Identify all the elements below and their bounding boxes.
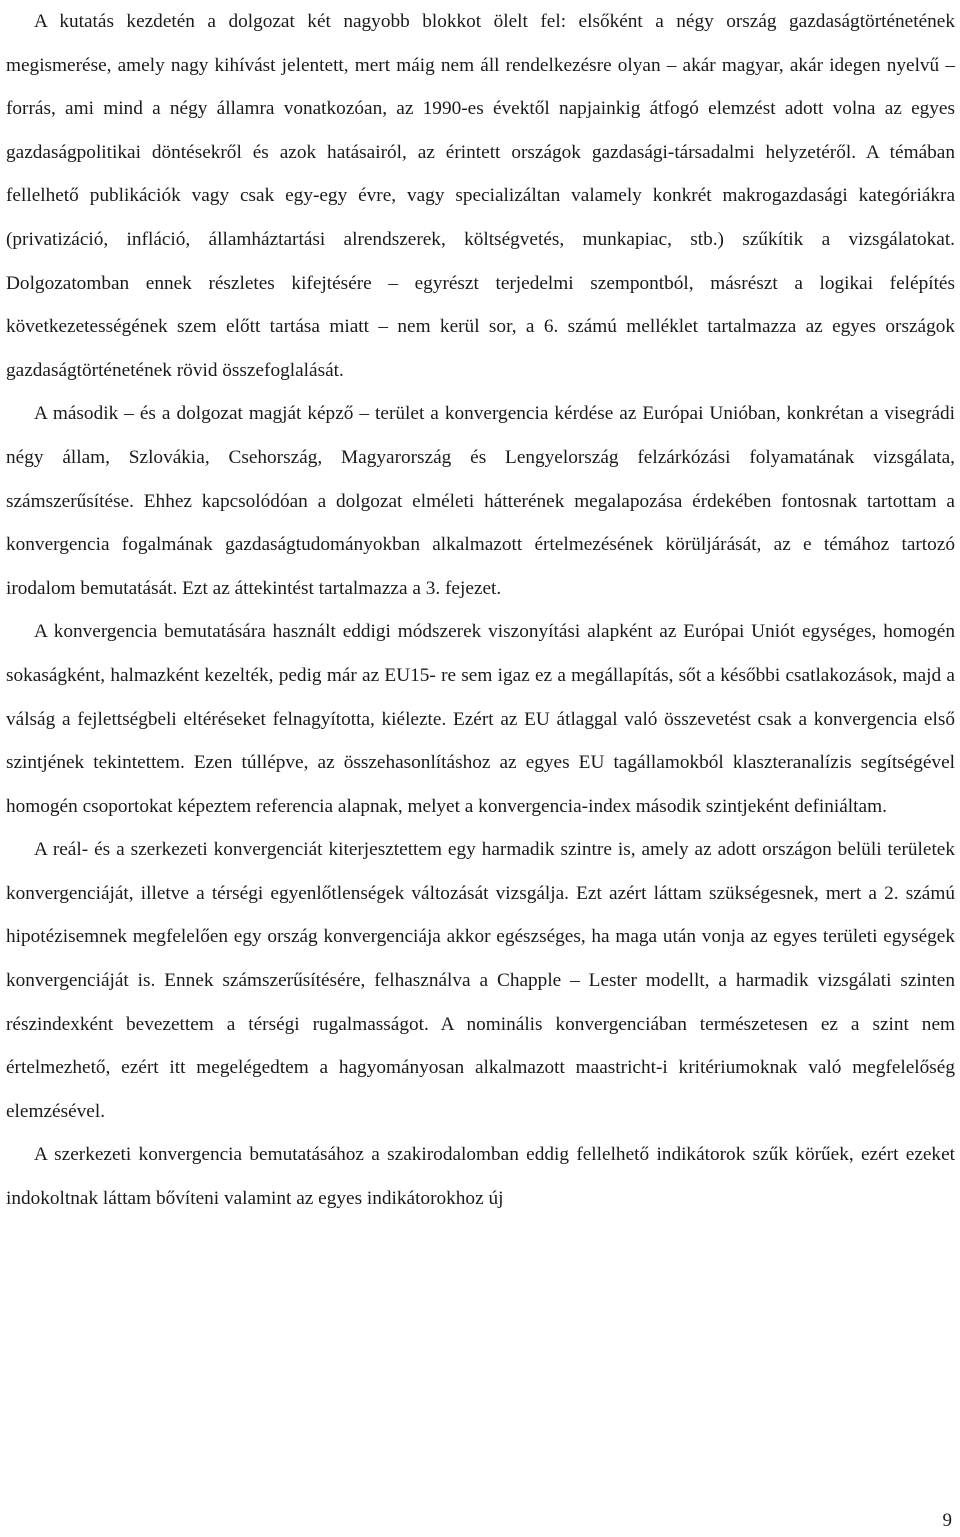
paragraph-structural-indicators: A szerkezeti konvergencia bemutatásához a szakirodalomban eddig fellelhető indikátorok szűk körűek, ezért ezeket indokoltnak láttam bővíteni valamint az egyes indikátorokhoz új: [6, 1144, 955, 1210]
document-body: [6, 0, 955, 1221]
paragraph-convergence-topic: A második – és a dolgozat magját képző – terület a konvergencia kérdése az Európai Unióban, konkrétan a visegrádi négy állam, Szlovákia, Csehország, Magyarország és Lengyelország felzárkózási folyamatának vizsgálata, számszerűsítése. Ehhez kapcsolódóan a dolgozat elméleti hátterének megalapozása érdekében fontosnak tartottam a konvergencia fogalmának gazdaságtudományokban alkalmazott értelmezésének körüljárását, az e témához tartozó irodalom bemutatását. Ezt az áttekintést tartalmazza a 3. fejezet.: [6, 403, 955, 599]
paragraph-research-scope: A kutatás kezdetén a dolgozat két nagyobb blokkot ölelt fel: elsőként a négy ország gazdaságtörténetének megismerése, amely nagy kihívást jelentett, mert máig nem áll rendelkezésre olyan – akár magyar, akár idegen nyelvű – forrás, ami mind a négy államra vonatkozóan, az 1990-es évektől napjainkig átfogó elemzést adott volna az egyes gazdaságpolitikai döntésekről és azok hatásairól, az érintett országok gazdasági-társadalmi helyzetéről. A témában fellelhető publikációk vagy csak egy-egy évre, vagy specializáltan valamely konkrét makrogazdasági kategóriákra (privatizáció, infláció, államháztartási alrendszerek, költségvetés, munkapiac, stb.) szűkítik a vizsgálatokat. Dolgozatomban ennek részletes kifejtésére – egyrészt terjedelmi szempontból, másrészt a logikai felépítés következetességének szem előtt tartása miatt – nem kerül sor, a 6. számú melléklet tartalmazza az egyes országok gazdaságtörténetének rövid összefoglalását.: [6, 11, 955, 381]
paragraph-methodology: A konvergencia bemutatására használt eddigi módszerek viszonyítási alapként az Európai Uniót egységes, homogén sokaságként, halmazként kezelték, pedig már az EU15- re sem igaz ez a megállapítás, sőt a későbbi csatlakozások, majd a válság a fejlettségbeli eltéréseket felnagyította, kiélezte. Ezért az EU átlaggal való összevetést csak a konvergencia első szintjének tekintettem. Ezen túllépve, az összehasonlításhoz az egyes EU tagállamokból klaszteranalízis segítségével homogén csoportokat képeztem referencia alapnak, melyet a konvergencia-index második szintjeként definiáltam.: [6, 621, 955, 817]
paragraph-regional-level: A reál- és a szerkezeti konvergenciát kiterjesztettem egy harmadik szintre is, amely az adott országon belüli területek konvergenciáját, illetve a térségi egyenlőtlenségek változását vizsgálja. Ezt azért láttam szükségesnek, mert a 2. számú hipotézisemnek megfelelően egy ország konvergenciája akkor egészséges, ha maga után vonja az egyes területi egységek konvergenciáját is. Ennek számszerűsítésére, felhasználva a Chapple – Lester modellt, a harmadik vizsgálati szinten részindexként bevezettem a térségi rugalmasságot. A nominális konvergenciában természetesen ez a szint nem értelmezhető, ezért itt megelégedtem a hagyományosan alkalmazott maastricht-i kritériumoknak való megfelelőség elemzésével.: [6, 839, 955, 1122]
page-number: 9: [942, 1510, 952, 1531]
